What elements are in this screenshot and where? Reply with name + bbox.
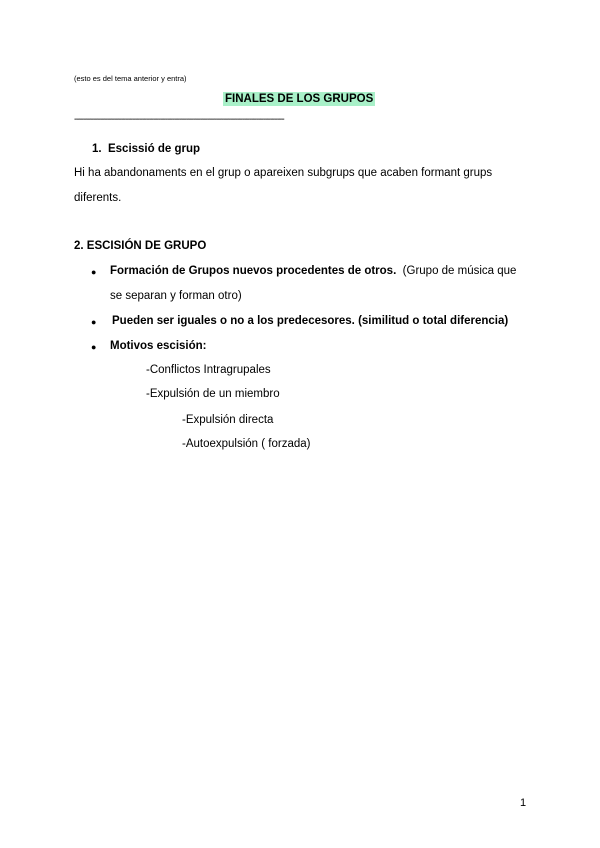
section2-heading: 2. ESCISIÓN DE GRUPO	[74, 240, 207, 252]
motive-item: -Expulsión de un miembro	[146, 388, 280, 400]
section1-paragraph-line1: Hi ha abandonaments en el grup o apareixen subgrups que acaben formant grups	[74, 167, 493, 179]
bullet-1-bold: Formación de Grupos nuevos procedentes de otros.	[110, 265, 397, 277]
bullet-3-icon: ●	[91, 342, 97, 352]
section1-number: 1.	[92, 143, 102, 155]
page-number: 1	[520, 797, 527, 809]
section1-paragraph-line2: diferents.	[74, 192, 122, 204]
bullet-1-icon: ●	[91, 267, 97, 277]
bullet-1-text	[110, 265, 516, 277]
page-title: FINALES DE LOS GRUPOS	[225, 93, 374, 105]
bullet-3-text: Motivos escisión:	[110, 340, 207, 352]
motive-item: -Conflictos Intragrupales	[146, 364, 271, 376]
bullet-1-normal: (Grupo de música que	[402, 265, 517, 277]
note-text: (esto es del tema anterior y entra)	[74, 74, 187, 83]
bullet-2-text: Pueden ser iguales o no a los predecesores. (similitud o total diferencia)	[112, 315, 509, 327]
section1-heading	[92, 143, 200, 155]
bullet-2-icon: ●	[91, 317, 97, 327]
expulsion-type-item: -Autoexpulsión ( forzada)	[182, 438, 311, 450]
expulsion-type-item: -Expulsión directa	[182, 414, 274, 426]
bullet-1-continuation: se separan y forman otro)	[110, 290, 242, 302]
section1-heading-text: Escissió de grup	[107, 143, 201, 155]
divider-line: ------------------------------------------------------------------------------------------	[74, 114, 284, 125]
